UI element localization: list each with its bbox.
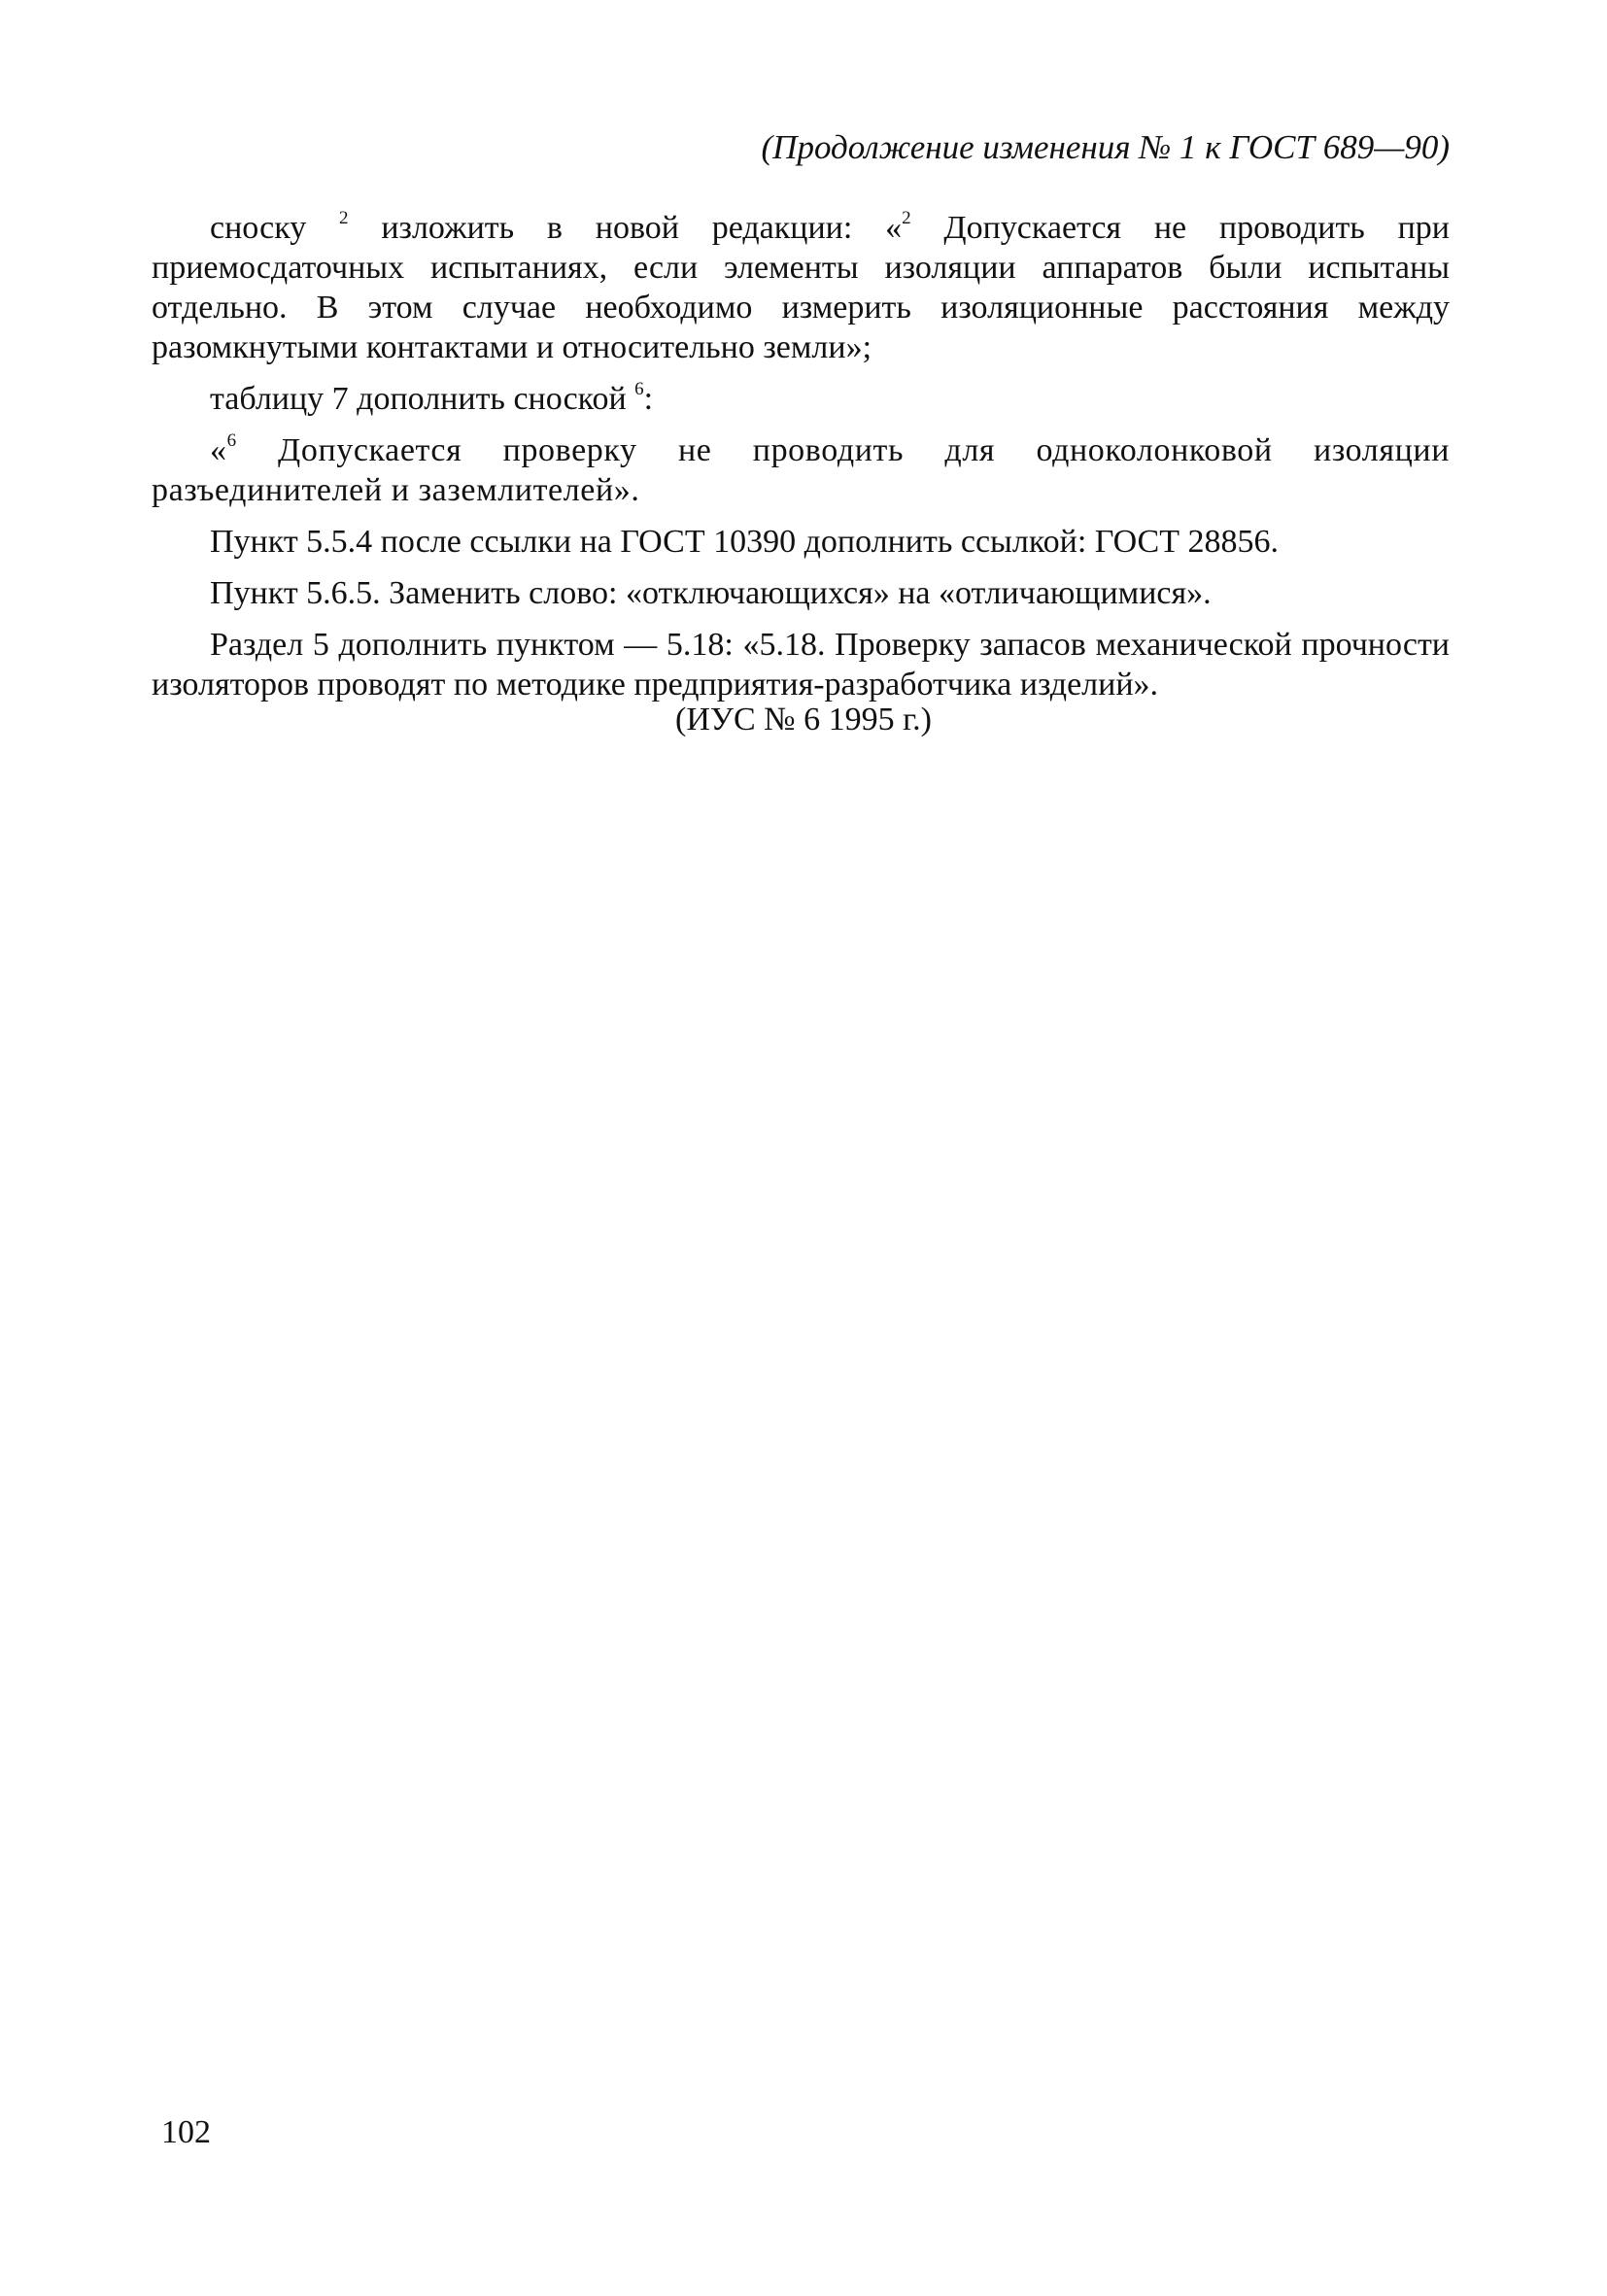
text-span: Допускается не проводить при приемосдаточных испытаниях, если элементы изоляции аппаратов были испытаны отдельно. В этом случае необходимо измерить изоляционные расстояния между разомкнутыми контактами и относительно земли»;: [152, 210, 1450, 365]
footnote-marker: 6: [226, 429, 237, 451]
page-header-continuation: (Продолжение изменения № 1 к ГОСТ 689—90): [761, 128, 1450, 166]
text-span: сноску: [210, 210, 340, 246]
paragraph-footnote-6: [152, 430, 1450, 510]
text-span: Допускается проверку не проводить для одноколонковой изоляции разъединителей и заземлителей».: [152, 432, 1450, 508]
text-span: изложить в новой редакции: «: [348, 210, 903, 246]
document-body: [152, 208, 1450, 716]
paragraph-clause-5-6-5: Пункт 5.6.5. Заменить слово: «отключающихся» на «отличающимися».: [210, 575, 1212, 611]
paragraph-section-5-18: Раздел 5 дополнить пунктом — 5.18: «5.18. Проверку запасов механической прочности изоляторов проводят по методике предприятия-разработчика изделий».: [152, 627, 1450, 703]
paragraph-table-7: [152, 379, 1450, 419]
paragraph-footnote-2: [152, 208, 1450, 367]
text-span: :: [643, 381, 654, 417]
footnote-marker: 2: [902, 207, 911, 228]
source-note: (ИУС № 6 1995 г.): [675, 702, 932, 737]
footnote-marker: 6: [634, 378, 644, 399]
page-number: 102: [161, 2114, 211, 2150]
text-span: «: [210, 432, 227, 468]
footnote-marker: 2: [339, 207, 349, 228]
text-span: таблицу 7 дополнить сноской: [210, 381, 635, 417]
paragraph-clause-5-5-4: Пункт 5.5.4 после ссылки на ГОСТ 10390 дополнить ссылкой: ГОСТ 28856.: [210, 524, 1280, 560]
